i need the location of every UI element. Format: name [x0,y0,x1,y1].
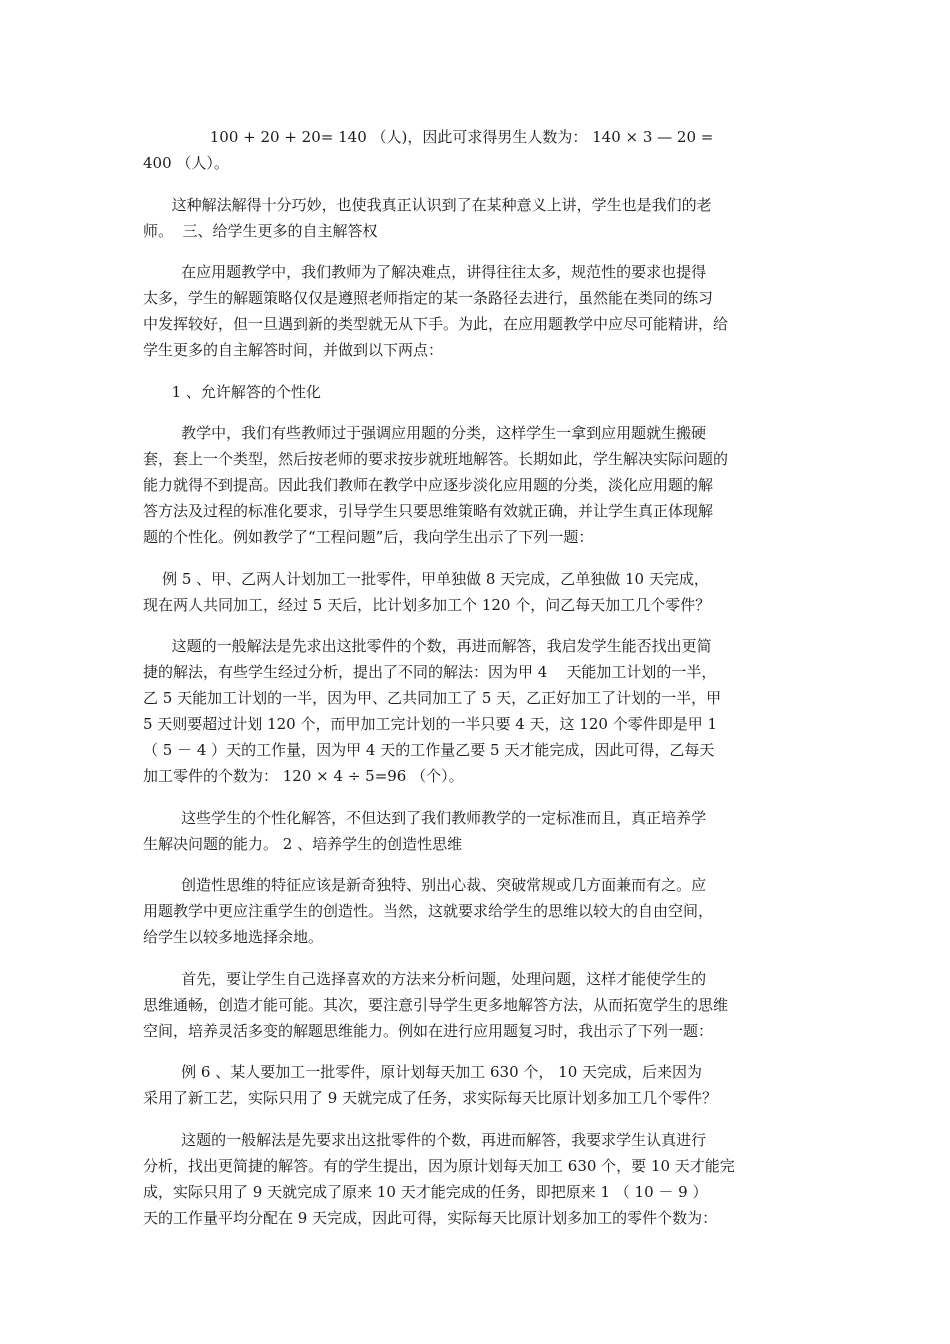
example-line: 例 6 、某人要加工一批零件，原计划每天加工 630 个， 10 天完成，后来因为 [143,1063,703,1081]
text-line: 100 + 20 + 20= 140 （人)，因此可求得男生人数为： 140 × 3 — 20 = [143,128,714,146]
section-heading: 1 、允许解答的个性化 [143,383,321,401]
text-line: 答方法及过程的标准化要求，引导学生只要思维策略有效就正确，并让学生真正体现解 [143,502,714,520]
example-line: 采用了新工艺，实际只用了 9 天就完成了任务，求实际每天比原计划多加工几个零件？ [143,1089,718,1107]
text-line: 成，实际只用了 9 天就完成了原来 10 天才能完成的任务，即把原来 1 （ 10 － 9 ） [143,1183,708,1201]
text-line: 套，套上一个类型，然后按老师的要求按步就班地解答。长期如此，学生解决实际问题的 [143,450,729,468]
text-line: 生解决问题的能力。 2 、培养学生的创造性思维 [143,835,463,853]
text-line: 思维通畅，创造才能可能。其次，要注意引导学生更多地解答方法，从而拓宽学生的思维 [143,996,729,1014]
text-line: 中发挥较好，但一旦遇到新的类型就无从下手。为此，在应用题教学中应尽可能精讲，给 [143,315,729,333]
example-line: 现在两人共同加工，经过 5 天后，比计划多加工个 120 个，问乙每天加工几个零件？ [143,596,711,614]
text-line: 这题的一般解法是先求出这批零件的个数，再进而解答，我启发学生能否找出更简 [143,637,712,655]
text-line: 空间，培养灵活多变的解题思维能力。例如在进行应用题复习时，我出示了下列一题： [143,1022,714,1040]
example-line: 例 5 、甲、乙两人计划加工一批零件，甲单独做 8 天完成，乙单独做 10 天完成， [143,570,709,588]
text-line: 学生更多的自主解答时间，并做到以下两点： [143,341,444,359]
text-line: 在应用题教学中，我们教师为了解决难点，讲得往往太多，规范性的要求也提得 [143,263,707,281]
text-line: 太多，学生的解题策略仅仅是遵照老师指定的某一条路径去进行，虽然能在类同的练习 [143,289,714,307]
text-line: 5 天则要超过计划 120 个，而甲加工完计划的一半只要 4 天，这 120 个零件即是甲 1 [143,715,718,733]
text-line: 加工零件的个数为： 120 × 4 ÷ 5=96 （个）。 [143,767,464,785]
text-line: 用题教学中更应注重学生的创造性。当然，这就要求给学生的思维以较大的自由空间， [143,902,714,920]
text-line: 乙 5 天能加工计划的一半，因为甲、乙共同加工了 5 天，乙正好加工了计划的一半，甲 [143,689,722,707]
text-line: 分析，找出更简捷的解答。有的学生提出，因为原计划每天加工 630 个，要 10 天才能完 [143,1157,735,1175]
text-line: 题的个性化。例如教学了“工程问题”后，我向学生出示了下列一题： [143,528,594,546]
text-line: 师。 三、给学生更多的自主解答权 [143,222,378,240]
text-line: 400 （人）。 [143,154,229,172]
text-line: 给学生以较多地选择余地。 [143,928,324,946]
text-line: 这题的一般解法是先要求出这批零件的个数，再进而解答，我要求学生认真进行 [143,1131,707,1149]
text-line: 首先，要让学生自己选择喜欢的方法来分析问题，处理问题，这样才能使学生的 [143,970,707,988]
text-line: 天的工作量平均分配在 9 天完成，因此可得，实际每天比原计划多加工的零件个数为： [143,1209,718,1227]
text-line: 能力就得不到提高。因此我们教师在教学中应逐步淡化应用题的分类，淡化应用题的解 [143,476,714,494]
text-line: 创造性思维的特征应该是新奇独特、别出心裁、突破常规或几方面兼而有之。应 [143,876,707,894]
text-line: 这种解法解得十分巧妙，也使我真正认识到了在某种意义上讲，学生也是我们的老 [143,196,712,214]
text-line: 这些学生的个性化解答，不但达到了我们教师教学的一定标准而且，真正培养学 [143,809,707,827]
text-line: 教学中，我们有些教师过于强调应用题的分类，这样学生一拿到应用题就生搬硬 [143,424,707,442]
text-line: （ 5 － 4 ）天的工作量，因为甲 4 天的工作量乙要 5 天才能完成，因此可得，乙每天 [143,741,715,759]
text-line: 捷的解法，有些学生经过分析，提出了不同的解法：因为甲 4 天能加工计划的一半， [143,663,717,681]
